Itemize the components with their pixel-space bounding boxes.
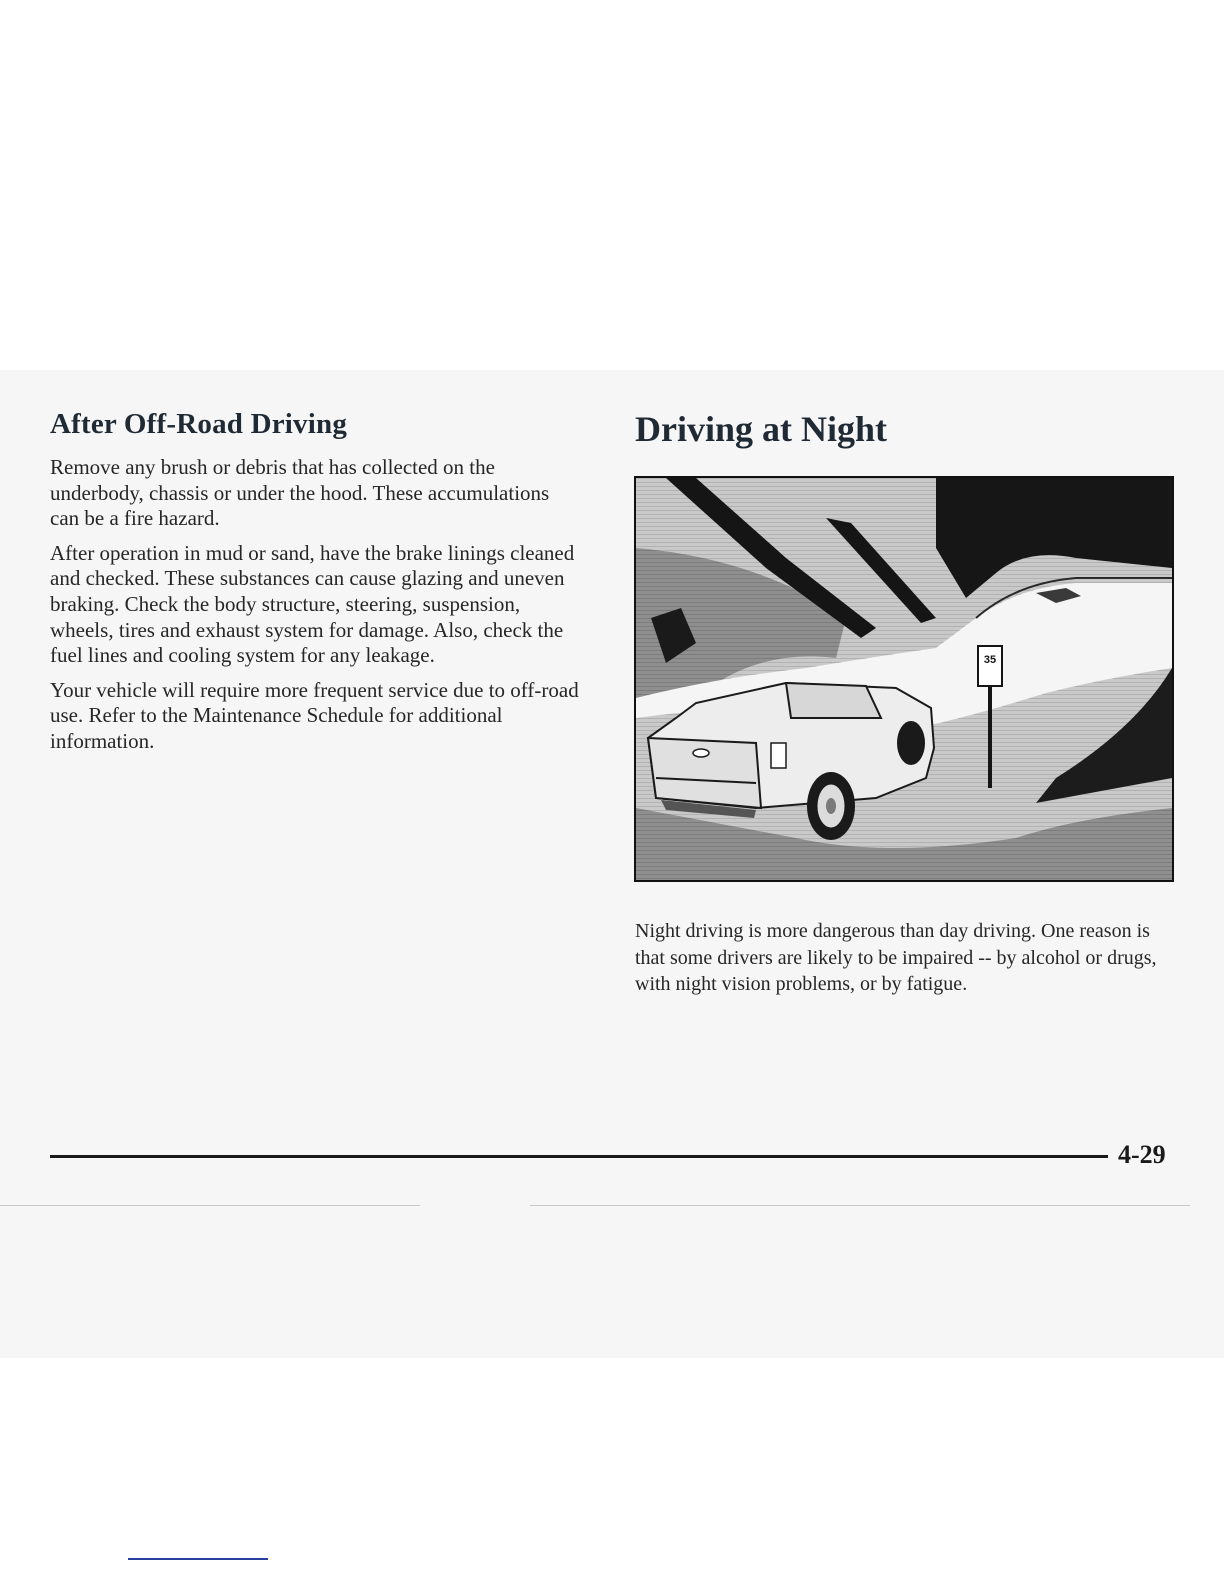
pickup-truck-night-road-drawing xyxy=(636,478,1172,880)
footer-rule xyxy=(50,1155,1108,1158)
bottom-underline xyxy=(128,1558,268,1560)
left-column xyxy=(50,455,580,764)
night-driving-illustration xyxy=(634,476,1174,882)
page-number: 4-29 xyxy=(1118,1140,1166,1169)
section-heading-after-off-road-driving: After Off-Road Driving xyxy=(50,408,348,440)
speed-sign-value: 35 xyxy=(983,654,997,666)
paragraph-maintenance: Your vehicle will require more frequent service due to off-road use. Refer to the Maintenance Schedule for additional information. xyxy=(50,677,579,753)
scan-artifact-line-left xyxy=(0,1205,420,1206)
paragraph-brush-debris: Remove any brush or debris that has collected on the underbody, chassis or under the hood. These accumulations can be a fire hazard. xyxy=(50,455,550,531)
paragraph-mud-sand: After operation in mud or sand, have the brake linings cleaned and checked. These substances can cause glazing and uneven braking. Check the body structure, steering, suspension, wheels, tires and exhaust system for damage. Also, check the fuel lines and cooling system for any leakage. xyxy=(50,540,575,668)
section-heading-driving-at-night: Driving at Night xyxy=(635,409,887,449)
scan-artifact-line-right xyxy=(530,1205,1190,1206)
paragraph-night-driving: Night driving is more dangerous than day driving. One reason is that some drivers are likely to be impaired -- by alcohol or drugs, with night vision problems, or by fatigue. xyxy=(635,920,1157,995)
